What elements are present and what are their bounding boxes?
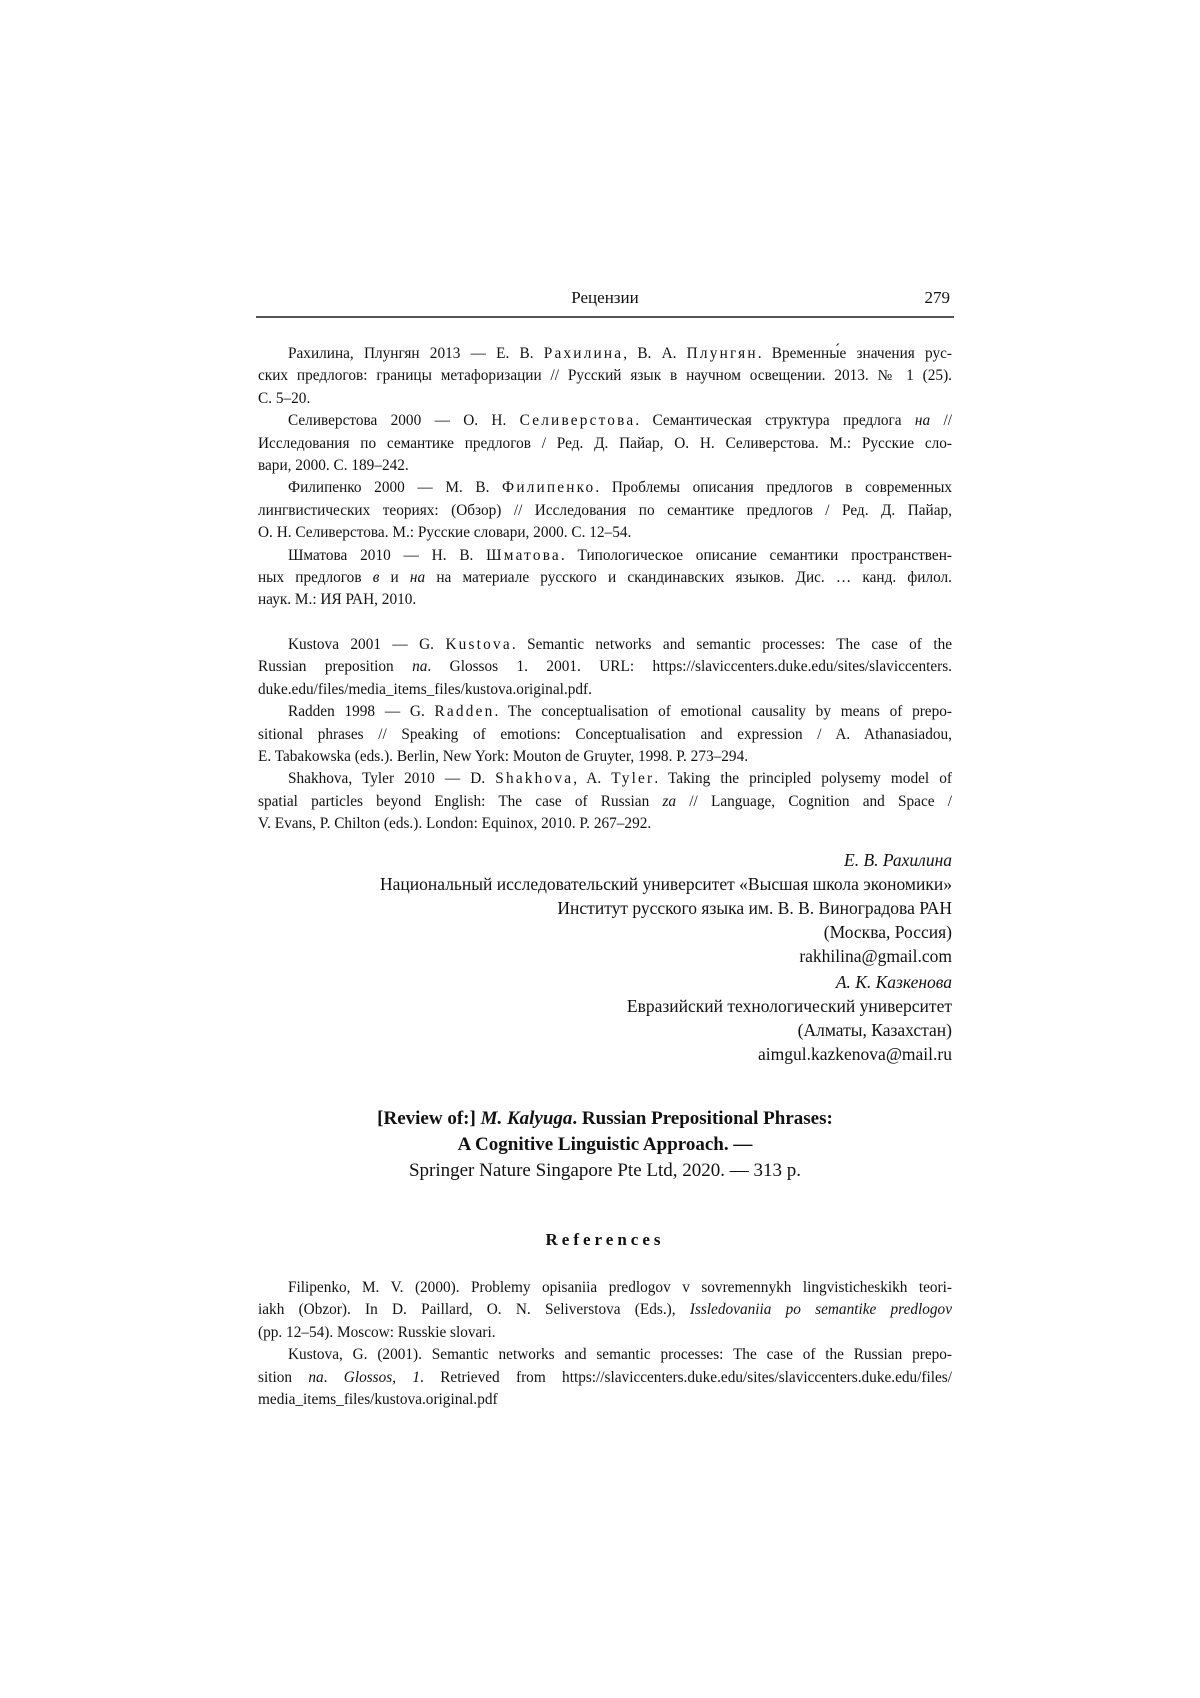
reference-text: sitional phrases // Speaking of emotions: Conceptualisation and expression / A. Athanasiadou, bbox=[258, 725, 952, 743]
reference-text: лингвистических теориях: (Обзор) // Исследования по семантике предлогов / Ред. Д. Пайар, bbox=[258, 501, 952, 519]
reference-line bbox=[258, 1277, 952, 1299]
reference-line bbox=[258, 410, 952, 432]
header-rule bbox=[256, 316, 954, 318]
reference-text: Филипенко 2000 — М. В. bbox=[288, 479, 503, 497]
reference-line bbox=[258, 477, 952, 499]
reference-text: . Taking the principled polysemy model of bbox=[654, 770, 952, 788]
signature-rakhilina bbox=[258, 848, 952, 968]
reference-text: V. Evans, P. Chilton (eds.). London: Equinox, 2010. P. 267–292. bbox=[258, 815, 652, 833]
reference-text: , В. А. bbox=[623, 345, 687, 362]
reference-text: . Retrieved from https://slaviccenters.duke.edu/sites/slaviccenters.duke.edu/files/ bbox=[420, 1368, 953, 1386]
review-publisher: Springer Nature Singapore Pte Ltd, 2020. — 313 p. bbox=[408, 1160, 802, 1181]
reference-text: duke.edu/files/media_items_files/kustova.original.pdf. bbox=[258, 680, 592, 698]
location-line: (Алматы, Казахстан) bbox=[797, 1020, 952, 1040]
reference-text: . Типологическое описание семантики пространствен- bbox=[560, 546, 952, 564]
reference-line bbox=[258, 500, 952, 522]
reference-text: . bbox=[323, 1368, 344, 1386]
reference-text: Radden 1998 — G. bbox=[288, 703, 435, 721]
reference-entry bbox=[258, 1344, 952, 1411]
author-name: Филипенко bbox=[502, 479, 596, 497]
italic-text: в bbox=[372, 569, 380, 587]
affiliation-line: Национальный исследовательский университет «Высшая школа экономики» bbox=[380, 874, 952, 894]
reference-line bbox=[258, 522, 952, 544]
review-title bbox=[258, 1106, 952, 1184]
author-name: Шматова bbox=[486, 546, 561, 564]
reference-text: на материале русского и скандинавских языков. Дис. … канд. филол. bbox=[425, 569, 952, 587]
reference-text: наук. М.: ИЯ РАН, 2010. bbox=[258, 591, 417, 609]
reference-text: Russian preposition bbox=[258, 658, 413, 676]
reference-line bbox=[258, 746, 952, 768]
author-name: Shakhova bbox=[495, 770, 574, 788]
reference-text: Шматова 2010 — Н. В. bbox=[288, 546, 487, 564]
signature-kazkenova bbox=[258, 970, 952, 1066]
reference-line bbox=[258, 656, 952, 678]
reference-text: и bbox=[379, 569, 410, 587]
reference-text: . Проблемы описания предлогов в современных bbox=[595, 479, 952, 497]
italic-text: za bbox=[662, 792, 677, 810]
reference-text: spatial particles beyond English: The case of Russian bbox=[258, 792, 663, 810]
reference-text: . The conceptualisation of emotional causality by means of prepo- bbox=[494, 703, 952, 721]
reference-entry bbox=[258, 701, 952, 768]
review-author: M. Kalyuga bbox=[480, 1108, 573, 1129]
reference-text: iakh (Obzor). In D. Paillard, O. N. Seliverstova (Eds.), bbox=[258, 1301, 690, 1319]
reference-text: . Semantic networks and semantic processes: The case of the bbox=[511, 636, 953, 653]
reference-entry bbox=[258, 545, 952, 612]
references-list bbox=[258, 1277, 952, 1411]
reference-text: Shakhova, Tyler 2010 — D. bbox=[288, 770, 496, 788]
reference-line bbox=[258, 455, 952, 477]
reference-text: media_items_files/kustova.original.pdf bbox=[258, 1391, 498, 1409]
author-name: Рахилина bbox=[543, 345, 624, 362]
email[interactable]: rakhilina@gmail.com bbox=[799, 946, 952, 966]
reference-line bbox=[258, 634, 952, 656]
location-line: (Москва, Россия) bbox=[823, 922, 952, 942]
page-number: 279 bbox=[924, 288, 950, 307]
review-prefix: [Review of:] bbox=[377, 1108, 481, 1129]
reference-entry bbox=[258, 343, 952, 410]
author-name: Е. В. Рахилина bbox=[844, 850, 952, 870]
italic-text: Glossos, 1 bbox=[343, 1368, 421, 1386]
reference-entry bbox=[258, 477, 952, 544]
russian-references-list bbox=[258, 343, 952, 612]
italic-text: na bbox=[308, 1368, 324, 1386]
reference-line bbox=[258, 1389, 952, 1411]
reference-line bbox=[258, 1367, 952, 1389]
reference-text: sition bbox=[258, 1368, 309, 1386]
reference-line bbox=[258, 589, 952, 611]
reference-text: Исследования по семантике предлогов / Ред. Д. Пайар, О. Н. Селиверстова. М.: Русские сло- bbox=[258, 434, 952, 452]
affiliation-line: Институт русского языка им. В. В. Виноградова РАН bbox=[557, 898, 952, 918]
reference-line bbox=[258, 1322, 952, 1344]
reference-line bbox=[258, 365, 952, 387]
italic-text: Issledovaniia po semantike predlogov bbox=[689, 1301, 952, 1319]
reference-text: Рахилина, Плунгян 2013 — Е. В. bbox=[288, 345, 544, 362]
latin-references-list bbox=[258, 634, 952, 836]
reference-text: Kustova 2001 — G. bbox=[288, 636, 446, 653]
reference-line bbox=[258, 791, 952, 813]
author-name: Tyler bbox=[611, 770, 655, 788]
reference-entry bbox=[258, 1277, 952, 1344]
reference-line bbox=[258, 768, 952, 790]
review-title-line2: A Cognitive Linguistic Approach. — bbox=[457, 1134, 753, 1155]
italic-text: na bbox=[412, 658, 428, 676]
email[interactable]: aimgul.kazkenova@mail.ru bbox=[758, 1044, 952, 1064]
author-name: Kustova bbox=[445, 636, 512, 653]
section-title: Рецензии bbox=[571, 288, 639, 307]
reference-text: , A. bbox=[573, 770, 612, 788]
reference-line bbox=[258, 1299, 952, 1321]
italic-text: на bbox=[914, 412, 931, 430]
reference-line bbox=[258, 343, 952, 365]
reference-text: Filipenko, M. V. (2000). Problemy opisaniia predlogov v sovremennykh lingvisticheskikh teori- bbox=[288, 1279, 952, 1296]
reference-text: ских предлогов: границы метафоризации // Русский язык в научном освещении. 2013. № 1 (25). bbox=[258, 367, 952, 385]
reference-text: // Language, Cognition and Space / bbox=[676, 792, 952, 810]
reference-line bbox=[258, 813, 952, 835]
reference-text: ных предлогов bbox=[258, 569, 373, 587]
reference-text: . Семантическая структура предлога bbox=[635, 412, 915, 430]
reference-text: . Временны́е значения рус- bbox=[757, 345, 952, 362]
running-header bbox=[258, 286, 952, 314]
reference-text: // bbox=[930, 412, 953, 430]
author-name: Селиверстова bbox=[519, 412, 636, 430]
reference-line bbox=[258, 433, 952, 455]
review-title-line1: . Russian Prepositional Phrases: bbox=[572, 1108, 833, 1129]
reference-line bbox=[258, 388, 952, 410]
affiliation-line: Евразийский технологический университет bbox=[626, 996, 952, 1016]
reference-text: Kustova, G. (2001). Semantic networks and semantic processes: The case of the Russian prepo- bbox=[288, 1346, 952, 1364]
reference-line bbox=[258, 545, 952, 567]
reference-text: (pp. 12–54). Moscow: Russkie slovari. bbox=[258, 1323, 496, 1341]
reference-entry bbox=[258, 410, 952, 477]
reference-text: . Glossos 1. 2001. URL: https://slaviccenters.duke.edu/sites/slaviccenters. bbox=[427, 658, 952, 676]
reference-entry bbox=[258, 768, 952, 835]
author-name: Плунгян bbox=[686, 345, 758, 362]
reference-line bbox=[258, 567, 952, 589]
reference-entry bbox=[258, 634, 952, 701]
reference-text: вари, 2000. С. 189–242. bbox=[258, 457, 409, 475]
reference-text: Селиверстова 2000 — О. Н. bbox=[288, 412, 520, 430]
reference-text: С. 5–20. bbox=[258, 389, 311, 407]
italic-text: на bbox=[409, 569, 426, 587]
references-heading: References bbox=[545, 1230, 665, 1249]
author-name: Radden bbox=[434, 703, 495, 721]
reference-line bbox=[258, 1344, 952, 1366]
reference-text: О. Н. Селиверстова. М.: Русские словари, 2000. С. 12–54. bbox=[258, 524, 632, 542]
reference-text: E. Tabakowska (eds.). Berlin, New York: Mouton de Gruyter, 1998. P. 273–294. bbox=[258, 748, 749, 766]
reference-line bbox=[258, 724, 952, 746]
reference-line bbox=[258, 679, 952, 701]
author-name: А. К. Казкенова bbox=[835, 972, 952, 992]
reference-line bbox=[258, 701, 952, 723]
